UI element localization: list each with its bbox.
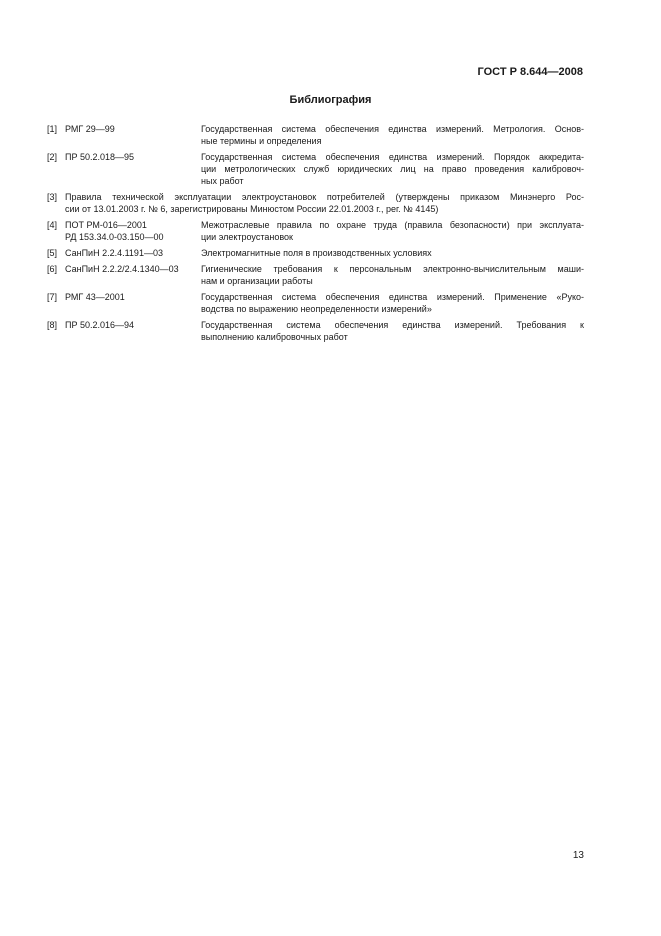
entry-code-line: РМГ 29—99 bbox=[65, 124, 115, 134]
entry-description bbox=[201, 151, 584, 187]
entry-code-line: СанПиН 2.2.2/2.4.1340—03 bbox=[65, 264, 179, 274]
entry-description-line: ные термины и определения bbox=[201, 136, 322, 146]
entry-description-line: Межотраслевые правила по охране труда (правила безопасности) при эксплуата- bbox=[201, 220, 584, 230]
standard-header: ГОСТ Р 8.644—2008 bbox=[477, 66, 583, 78]
entry-code-line: РД 153.34.0-03.150—00 bbox=[65, 232, 164, 242]
entry-number: [7] bbox=[47, 292, 58, 302]
entry-code-line: ПР 50.2.018—95 bbox=[65, 152, 135, 162]
entry-number: [1] bbox=[47, 124, 58, 134]
entry-code bbox=[65, 219, 164, 243]
entry-number: [4] bbox=[47, 220, 58, 230]
page-number: 13 bbox=[572, 850, 584, 861]
entry-description bbox=[201, 123, 584, 147]
entry-description-line: нам и организации работы bbox=[201, 276, 313, 286]
entry-number: [8] bbox=[47, 320, 58, 330]
bibliography-entry bbox=[47, 319, 584, 343]
entry-code-line: ПР 50.2.016—94 bbox=[65, 320, 135, 330]
bibliography-entry bbox=[47, 247, 584, 259]
entry-description-line: Государственная система обеспечения единства измерений. Порядок аккредита- bbox=[201, 152, 584, 162]
entry-description-line: Государственная система обеспечения единства измерений. Метрология. Основ- bbox=[201, 124, 584, 134]
entry-code-line: ПОТ РМ-016—2001 bbox=[65, 220, 147, 230]
bibliography-entry bbox=[47, 191, 584, 215]
bibliography-entry bbox=[47, 263, 584, 287]
entry-description-line: водства по выражению неопределенности измерений» bbox=[201, 304, 432, 314]
entry-description-line: ных работ bbox=[201, 176, 244, 186]
entry-code bbox=[65, 123, 115, 135]
entry-code bbox=[65, 263, 179, 275]
entry-description bbox=[201, 219, 584, 243]
entry-description-line: ции метрологических служб юридических лиц на право проведения калибровоч- bbox=[201, 164, 584, 174]
entry-code-line: СанПиН 2.2.4.1191—03 bbox=[65, 248, 163, 258]
entry-description-line: Государственная система обеспечения единства измерений. Требования к bbox=[201, 320, 584, 330]
bibliography-entry bbox=[47, 291, 584, 315]
bibliography-entry bbox=[47, 151, 584, 187]
entry-text bbox=[65, 191, 584, 215]
entry-text-line: сии от 13.01.2003 г. № 6, зарегистрированы Минюстом России 22.01.2003 г., рег. № 4145) bbox=[65, 204, 439, 214]
bibliography-entry bbox=[47, 123, 584, 147]
entry-description bbox=[201, 263, 584, 287]
entry-description-line: Государственная система обеспечения единства измерений. Применение «Руко- bbox=[201, 292, 584, 302]
entry-description bbox=[201, 291, 584, 315]
bibliography-entry bbox=[47, 219, 584, 243]
entry-description bbox=[201, 319, 584, 343]
entry-code-line: РМГ 43—2001 bbox=[65, 292, 125, 302]
entry-text-line: Правила технической эксплуатации электроустановок потребителей (утверждены приказом Минэнерго Рос- bbox=[65, 192, 584, 202]
entry-number: [3] bbox=[47, 192, 58, 202]
entry-number: [5] bbox=[47, 248, 58, 258]
entry-description-line: Гигиенические требования к персональным электронно-вычислительным маши- bbox=[201, 264, 584, 274]
entry-number: [6] bbox=[47, 264, 58, 274]
entry-code bbox=[65, 291, 125, 303]
bibliography-list bbox=[47, 123, 584, 347]
entry-description-line: выполнению калибровочных работ bbox=[201, 332, 348, 342]
entry-description-line: ции электроустановок bbox=[201, 232, 293, 242]
entry-code bbox=[65, 151, 134, 163]
entry-code bbox=[65, 319, 134, 331]
entry-description-line: Электромагнитные поля в производственных условиях bbox=[201, 248, 432, 258]
section-title: Библиография bbox=[289, 94, 372, 106]
entry-description bbox=[201, 247, 584, 259]
entry-number: [2] bbox=[47, 152, 58, 162]
entry-code bbox=[65, 247, 163, 259]
